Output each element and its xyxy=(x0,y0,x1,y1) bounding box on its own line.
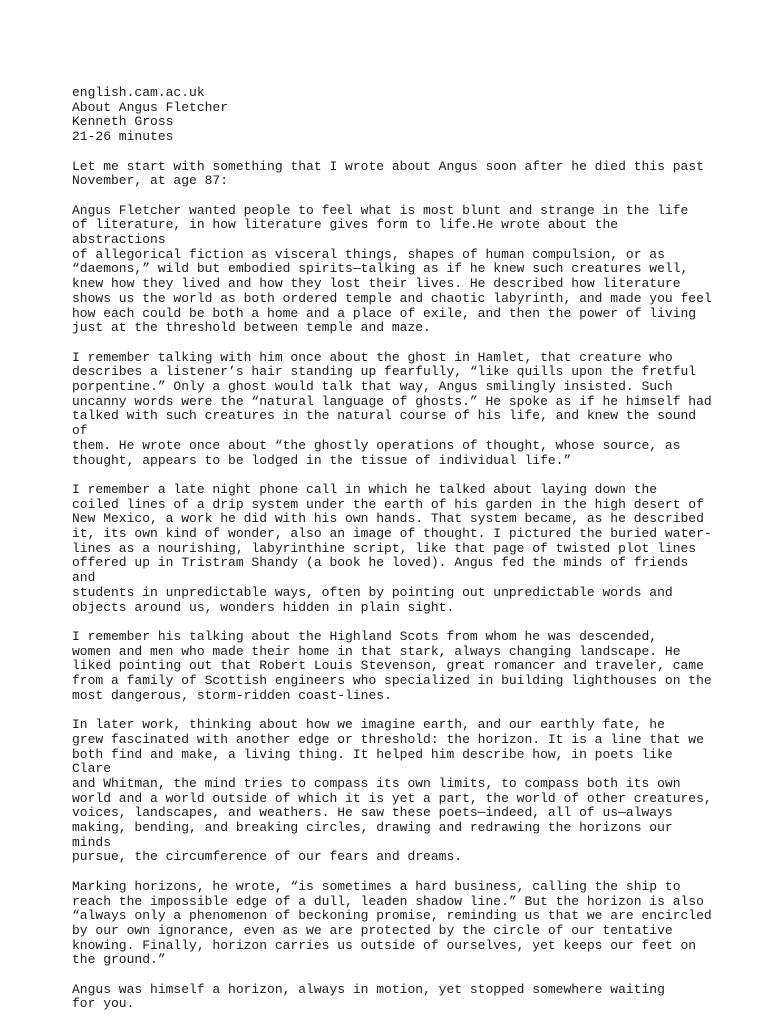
article-author: Kenneth Gross xyxy=(72,114,174,130)
body-paragraph: Angus was himself a horizon, always in motion, yet stopped somewhere waiting for you. xyxy=(72,981,665,1012)
article-title: About Angus Fletcher xyxy=(72,99,229,115)
intro-paragraph: Let me start with something that I wrote about Angus soon after he died this past November, at age 87: xyxy=(72,158,704,189)
document-header xyxy=(72,86,712,145)
body-paragraph: I remember his talking about the Highland Scots from whom he was descended, women and men who made their home in that stark, always changing landscape. He liked pointing out that Robert Louis Stevenson, great romancer and traveler, came from a family of Scottish engineers who specialized in building lighthouses on the most dangerous, storm-ridden coast-lines. xyxy=(72,628,712,703)
source-domain: english.cam.ac.uk xyxy=(72,85,205,100)
body-paragraph: Marking horizons, he wrote, “is sometimes a hard business, calling the ship to reach the impossible edge of a dull, leaden shadow line.” But the horizon is also “always only a phenomenon of beckoning promise, reminding us that we are encircled by our own ignorance, even as we are protected by the circle of our tentative knowing. Finally, horizon carries us outside of ourselves, yet keeps our feet on the ground.” xyxy=(72,878,712,968)
body-paragraph: Angus Fletcher wanted people to feel what is most blunt and strange in the life of literature, in how literature gives form to life.He wrote about the abstractions of allegorical fiction as visceral things, shapes of human compulsion, or as “daemons,” wild but embodied spirits—talking as if he knew such creatures well, knew how they lived and how they lost their lives. He described how literature shows us the world as both ordered temple and chaotic labyrinth, and made you feel how each could be both a home and a place of exile, and then the power of living just at the threshold between temple and maze. xyxy=(72,202,712,336)
body-paragraph: I remember a late night phone call in which he talked about laying down the coiled lines of a drip system under the earth of his garden in the high desert of New Mexico, a work he did with his own hands. That system became, as he described it, its own kind of wonder, also an image of thought. I pictured the buried water- lines as a nourishing, labyrinthine script, like that page of twisted plot lines offered up in Tristram Shandy (a book he loved). Angus fed the minds of friends and students in unpredictable ways, often by pointing out unpredictable words and objects around us, wonders hidden in plain sight. xyxy=(72,481,712,615)
document-page xyxy=(72,86,712,1012)
reading-time: 21-26 minutes xyxy=(72,129,174,145)
body-paragraph: I remember talking with him once about the ghost in Hamlet, that creature who describes a listener’s hair standing up fearfully, “like quills upon the fretful porpentine.” Only a ghost would talk that way, Angus smilingly insisted. Such uncanny words were the “natural language of ghosts.” He spoke as if he himself had talked with such creatures in the natural course of his life, and knew the sound of them. He wrote once about “the ghostly operations of thought, whose source, as thought, appears to be lodged in the tissue of individual life.” xyxy=(72,349,712,468)
article-body xyxy=(72,204,712,1013)
body-paragraph: In later work, thinking about how we imagine earth, and our earthly fate, he grew fascinated with another edge or threshold: the horizon. It is a line that we both find and make, a living thing. It helped him describe how, in poets like Clare and Whitman, the mind tries to compass its own limits, to compass both its own world and a world outside of which it is yet a part, the world of other creatures, voices, landscapes, and weathers. He saw these poets—indeed, all of us—always making, bending, and breaking circles, drawing and redrawing the horizons our minds pursue, the circumference of our fears and dreams. xyxy=(72,717,712,865)
